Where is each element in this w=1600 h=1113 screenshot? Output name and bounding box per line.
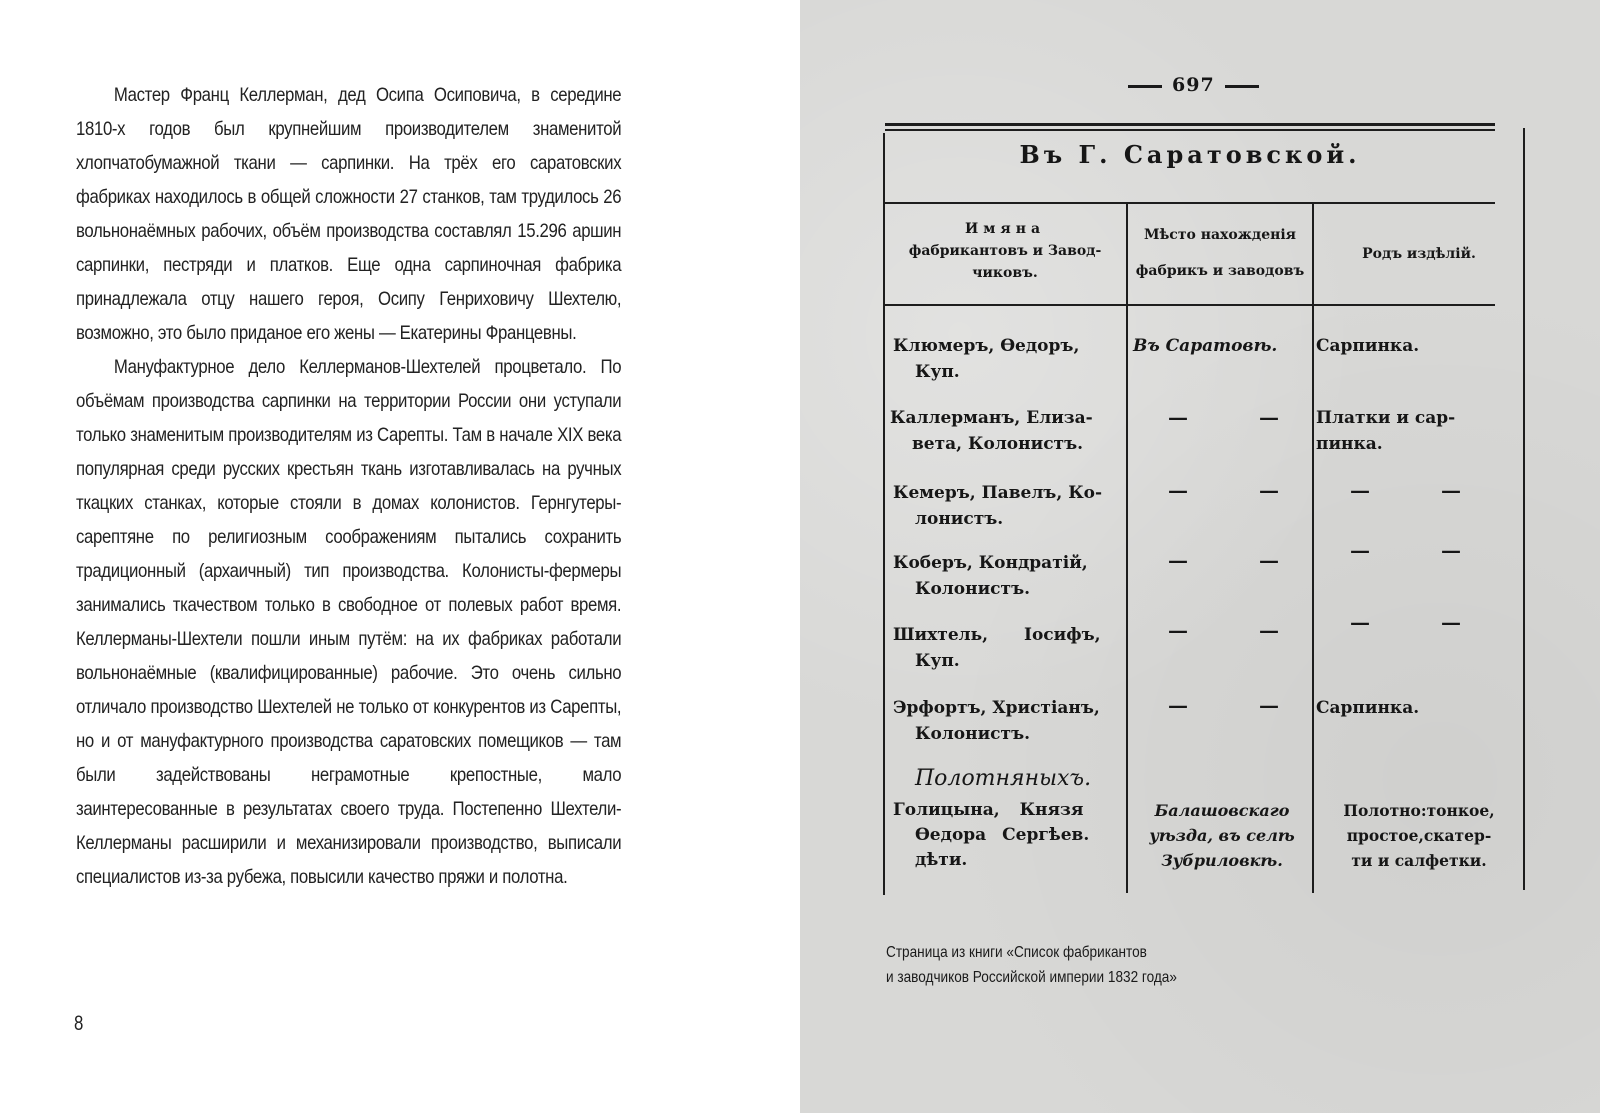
row-4-place: — —: [1168, 548, 1311, 572]
page-number: 8: [74, 1012, 84, 1035]
column-divider-1: [1126, 203, 1128, 893]
header-names-line-3: чиковъ.: [972, 265, 1038, 281]
row-2-name-line-1: Каллерманъ, Елиза-: [890, 408, 1093, 428]
row-5-place: — —: [1168, 618, 1311, 642]
row-7-place-line-1: Балашовскаго: [1154, 801, 1290, 820]
row-3-place: — —: [1168, 478, 1311, 502]
row-2-name-line-2: вета, Колонистъ.: [912, 434, 1084, 454]
scan-folio: [1118, 74, 1269, 96]
row-7-place-line-3: Зубриловкѣ.: [1161, 851, 1283, 870]
row-6-name-line-1: Эрфортъ, Христіанъ,: [893, 698, 1100, 718]
column-divider-2: [1312, 203, 1314, 893]
row-3-name-line-1: Кемеръ, Павелъ, Ко-: [893, 483, 1103, 503]
row-2-place: — —: [1168, 405, 1311, 429]
row-7-name-line-2: Өедора Сергѣев.: [915, 825, 1090, 845]
title-divider: [885, 202, 1495, 204]
row-1-place: Въ Саратовѣ.: [1133, 336, 1278, 356]
header-names-line-1: Имяна: [964, 221, 1046, 237]
row-1-name-line-2: Куп.: [915, 362, 960, 382]
row-3-name-line-2: лонистъ.: [915, 509, 1004, 529]
caption-line-2: и заводчиков Российской империи 1832 года»: [886, 969, 1177, 986]
row-2-product-line-1: Платки и сар-: [1316, 408, 1456, 428]
row-5-product: — —: [1350, 610, 1493, 634]
row-4-name-line-1: Коберъ, Кондратій,: [893, 553, 1088, 573]
table-top-rule: [885, 123, 1495, 126]
row-2-name: [890, 405, 1120, 457]
row-4-product: — —: [1350, 538, 1493, 562]
row-7-product: [1316, 798, 1522, 873]
paragraph-2: Мануфактурное дело Келлерманов-Шехтелей процветало. По объёмам производства сарпинки на территории России они уступали только знаменитым производителям из Сарепты. Там в начале XIX века популярная среди русских крестьян ткань изготавливалась на ручных ткацких станках, которые стояли в домах колонистов. Гернгутеры-сарептяне по религиозным соображениям пытались сохранить традиционный (архаичный) тип производства. Колонисты-фермеры занимались ткачеством только в свободное от полевых работ время. Келлерманы-Шехтели пошли иным путём: на их фабриках работали вольнонаёмные (квалифицированные) рабочие. Это очень сильно отличало производство Шехтелей не только от конкурентов из Сарепты, но и от мануфактурного производства саратовских помещиков — там были задействованы неграмотные крепостные, мало заинтересованные в результатах своего труда. Постепенно Шехтели-Келлерманы расширили и механизировали производство, выписали специалистов из-за рубежа, повысили качество пряжи и полотна.: [76, 356, 622, 888]
section-heading: Полотняныхъ.: [915, 766, 1092, 791]
folio-number: 697: [1172, 74, 1215, 96]
image-caption: [886, 940, 1243, 990]
table-left-border: [883, 133, 885, 895]
row-7-place: [1134, 798, 1310, 873]
row-5-name: [893, 622, 1123, 674]
row-6-place: — —: [1168, 693, 1311, 717]
header-location-line-2: фабрикъ и заводовъ: [1135, 263, 1305, 279]
table-title: Въ Г. Саратовской.: [1019, 140, 1361, 169]
row-1-name-line-1: Клюмеръ, Өедоръ,: [893, 336, 1080, 356]
row-4-name-line-2: Колонистъ.: [915, 579, 1031, 599]
row-7-product-line-3: ти и салфетки.: [1351, 851, 1487, 870]
row-3-product: — —: [1350, 478, 1493, 502]
row-7-product-line-2: простое,скатер-: [1346, 826, 1492, 845]
row-1-product: Сарпинка.: [1316, 336, 1420, 356]
body-text: [76, 78, 621, 894]
row-7-name: [893, 798, 1125, 873]
row-5-name-line-2: Куп.: [915, 651, 960, 671]
paragraph-1: Мастер Франц Келлерман, дед Осипа Осиповича, в середине 1810-х годов был крупнейшим производителем знаменитой хлопчатобумажной ткани — сарпинки. На трёх его саратовских фабриках находилось в общей сложности 27 станков, там трудилось 26 вольнонаёмных рабочих, объём производства составлял 15.296 аршин сарпинки, пестряди и платков. Еще одна сарпиночная фабрика принадлежала отцу нашего героя, Осипу Генриховичу Шехтелю, возможно, это было приданое его жены — Екатерины Францевны.: [76, 84, 622, 344]
folio-dash-left: [1128, 85, 1162, 88]
row-7-name-line-3: дѣти.: [915, 850, 968, 870]
row-6-name-line-2: Колонистъ.: [915, 724, 1031, 744]
row-6-product: Сарпинка.: [1316, 698, 1420, 718]
table-top-rule-inner: [885, 129, 1495, 131]
header-names-line-2: фабрикантовъ и Завод-: [908, 243, 1102, 259]
row-7-place-line-2: уѣзда, въ селѣ: [1149, 826, 1295, 845]
header-names: [886, 218, 1124, 284]
row-7-product-line-1: Полотно:тонкое,: [1343, 801, 1495, 820]
header-divider: [885, 304, 1495, 306]
row-1-name: [893, 333, 1123, 385]
row-2-product-line-2: пинка.: [1316, 434, 1383, 454]
folio-dash-right: [1225, 85, 1259, 88]
row-4-name: [893, 550, 1123, 602]
row-7-name-line-1: Голицына, Князя: [893, 800, 1084, 820]
row-5-name-line-1: Шихтель, Іосифъ,: [893, 625, 1101, 645]
row-6-name: [893, 695, 1123, 747]
header-location: [1130, 224, 1310, 282]
row-2-product: [1316, 405, 1455, 457]
header-location-line-1: Мѣсто нахожденія: [1143, 227, 1297, 243]
table-right-border: [1523, 128, 1525, 890]
caption-line-1: Страница из книги «Список фабрикантов: [886, 944, 1147, 961]
row-3-name: [893, 480, 1123, 532]
header-products: Родъ издѣлій.: [1362, 246, 1476, 262]
